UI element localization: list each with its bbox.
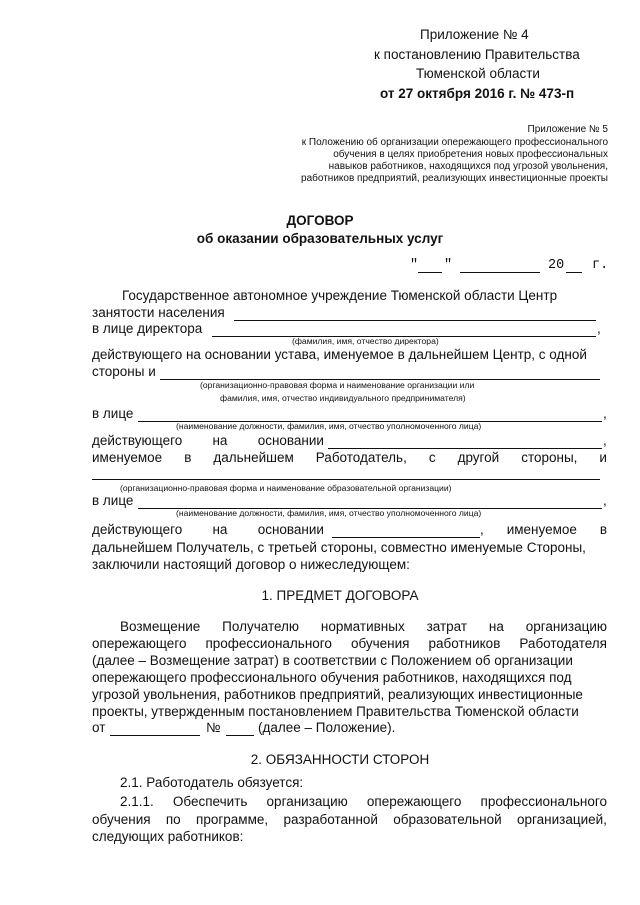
party3-line1: в лице [92, 406, 134, 421]
sub-appendix-line: к Положению об организации опережающего профессионального [301, 137, 608, 148]
party4-line2: именуемое в дальнейшем Работодатель, с другой стороны, и [92, 450, 607, 465]
section1-line2: опережающего профессионального обучения работников Работодателя [92, 636, 607, 651]
note-position2: (наименование должности, фамилия, имя, отчество уполномоченного лица) [176, 508, 482, 518]
note-position: (наименование должности, фамилия, имя, отчество уполномоченного лица) [176, 421, 482, 431]
party5-line1: в лице [92, 493, 134, 508]
comma: , [597, 321, 601, 336]
party6-line1-tail: , именуемое в [480, 522, 607, 537]
section1-line1: Возмещение Получателю нормативных затрат на организацию [120, 619, 607, 634]
section1-line4: опережающего профессионального обучения работников, находящихся под [92, 670, 572, 685]
clause-2-1-1-line2: обучения по программе, разработанной образовательной организацией, [92, 812, 607, 827]
document-subtitle: об оказании образовательных услуг [196, 231, 444, 246]
appendix-date: от 27 октября 2016 г. № 473-п [380, 86, 575, 101]
note-org: (организационно-правовая форма и наименование организации или [200, 380, 475, 390]
party1-line3: в лице директора [92, 321, 203, 336]
document-title: ДОГОВОР [286, 213, 354, 228]
year-prefix: 20 [548, 258, 565, 273]
sub-appendix-line: навыков работников, находящихся под угрозой увольнения, [328, 161, 608, 172]
comma: , [603, 433, 607, 448]
section1-from: от [92, 720, 106, 735]
clause-2-1-1: 2.1.1. Обеспечить организацию опережающего профессионального [120, 794, 607, 809]
month-blank [460, 272, 540, 273]
comma: , [603, 493, 607, 508]
basis-blank [328, 448, 602, 449]
party4-line1: действующего на основании [92, 433, 324, 448]
number-blank [226, 735, 254, 736]
note-director: (фамилия, имя, отчество директора) [292, 336, 439, 346]
edu-org-blank [92, 479, 600, 480]
clause-2-1-1-line3: следующих работников: [92, 829, 244, 844]
appendix-to: к постановлению Правительства [374, 47, 580, 62]
section1-line5: угрозой увольнения, работников предприятий, реализующих инвестиционные [92, 687, 583, 702]
party6-line1: действующего на основании [92, 522, 324, 537]
note-org: фамилия, имя, отчество индивидуального предпринимателя) [220, 393, 466, 403]
quote-open: " [410, 258, 419, 273]
year-suffix: г. [592, 258, 609, 273]
section1-tail: (далее – Положение). [258, 720, 396, 735]
section1-line6: проекты, утвержденным постановлением Правительства Тюменской области [92, 704, 579, 719]
note-edu-org: (организационно-правовая форма и наименование образовательной организации) [120, 483, 452, 493]
quote-close: " [444, 258, 453, 273]
section1-heading: 1. ПРЕДМЕТ ДОГОВОРА [261, 588, 419, 603]
sub-appendix-line: обучения в целях приобретения новых профессиональных [333, 149, 608, 160]
sub-appendix-number: Приложение № 5 [527, 124, 608, 135]
section1-number-sign: № [206, 720, 221, 735]
party2-line1: действующего на основании устава, именуемое в дальнейшем Центр, с одной [92, 347, 587, 362]
blank-line [234, 320, 596, 321]
party1-line1: Государственное автономное учреждение Тюменской области Центр [122, 288, 558, 303]
basis2-blank [332, 537, 480, 538]
section2-heading: 2. ОБЯЗАННОСТИ СТОРОН [250, 752, 430, 767]
party2-line2: стороны и [92, 364, 156, 379]
section1-line3: (далее – Возмещение затрат) в соответствии с Положением об организации [92, 653, 573, 668]
comma: , [603, 406, 607, 421]
year-blank [566, 272, 582, 273]
appendix-number: Приложение № 4 [420, 27, 529, 42]
day-blank [418, 272, 442, 273]
party6-line2: дальнейшем Получатель, с третьей стороны, совместно именуемые Стороны, [92, 540, 586, 555]
party1-line2: занятости населения [92, 305, 225, 320]
sub-appendix-line: работников предприятий, реализующих инвестиционные проекты [301, 173, 608, 184]
appendix-region: Тюменской области [416, 66, 540, 81]
party6-line3: заключили настоящий договор о нижеследующем: [92, 557, 410, 572]
clause-2-1: 2.1. Работодатель обязуется: [120, 775, 304, 790]
date-blank [110, 735, 200, 736]
